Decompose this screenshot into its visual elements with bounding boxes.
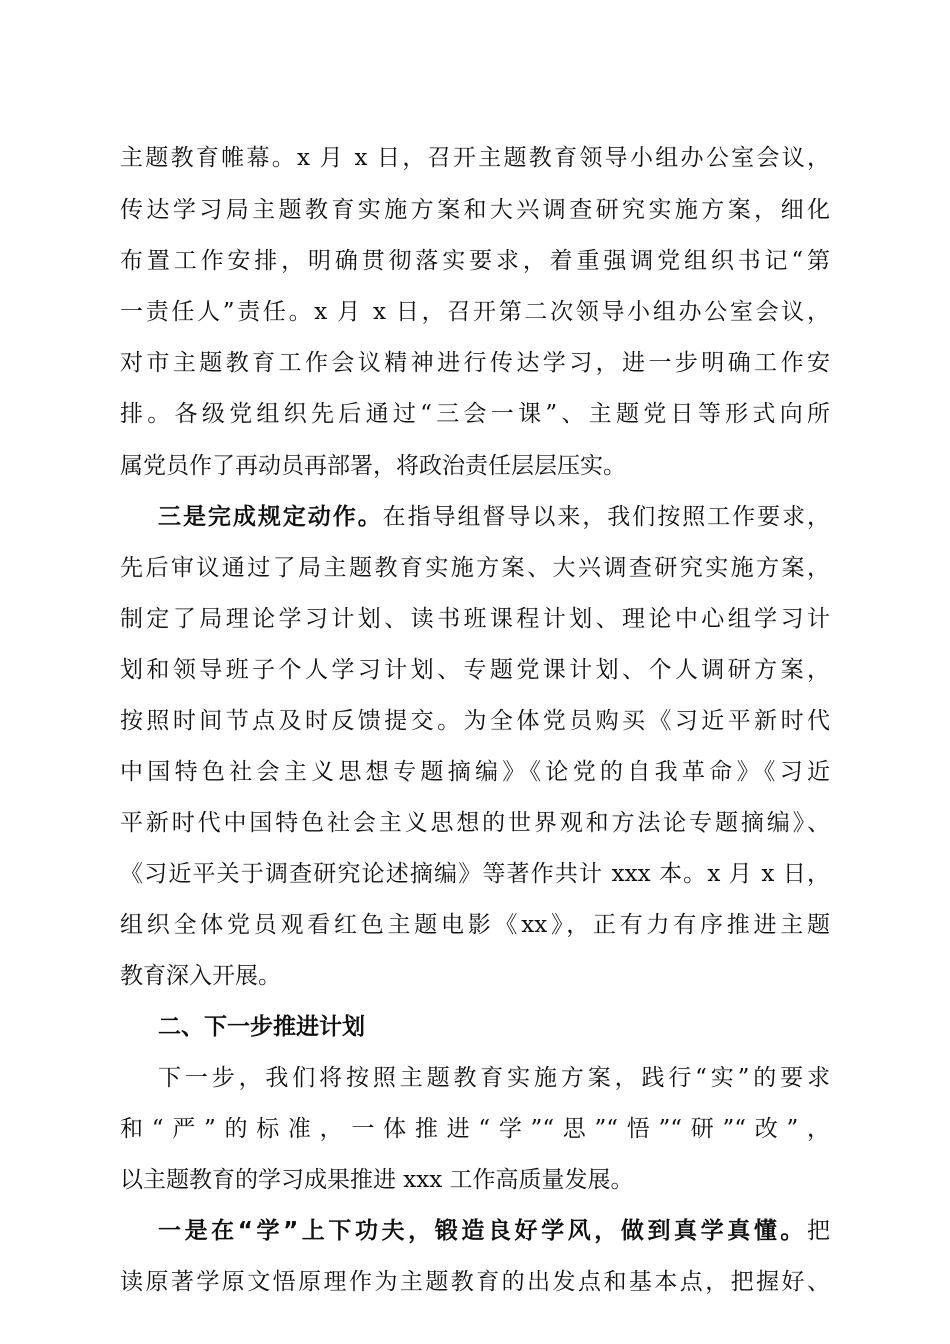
paragraph-line: 一责任人”责任。x 月 x 日，召开第二次领导小组办公室会议， bbox=[120, 299, 830, 325]
paragraph-line-with-lead bbox=[158, 1211, 830, 1251]
paragraph-lead-bold: 三是完成规定动作。 bbox=[158, 504, 383, 530]
paragraph-line-with-lead bbox=[158, 497, 830, 537]
paragraph-line: 下一步，我们将按照主题教育实施方案，践行“实”的要求 bbox=[158, 1065, 830, 1091]
paragraph-text: 把 bbox=[807, 1218, 830, 1244]
paragraph-text: 在指导组督导以来，我们按照工作要求， bbox=[382, 504, 831, 530]
paragraph-line: 属党员作了再动员再部署，将政治责任层层压实。 bbox=[120, 453, 626, 479]
section-heading: 二、下一步推进计划 bbox=[158, 1014, 365, 1040]
paragraph-line: 平新时代中国特色社会主义思想的世界观和方法论专题摘编》、 bbox=[120, 810, 830, 836]
paragraph-line: 先后审议通过了局主题教育实施方案、大兴调查研究实施方案， bbox=[120, 555, 830, 581]
paragraph-line: 对市主题教育工作会议精神进行传达学习，进一步明确工作安 bbox=[120, 350, 830, 376]
paragraph-line: 《习近平关于调查研究论述摘编》等著作共计 xxx 本。x 月 x 日， bbox=[120, 861, 830, 887]
paragraph-line: 按照时间节点及时反馈提交。为全体党员购买《习近平新时代 bbox=[120, 708, 830, 734]
paragraph-line: 制定了局理论学习计划、读书班课程计划、理论中心组学习计 bbox=[120, 606, 830, 632]
paragraph-line: 主题教育帷幕。x 月 x 日，召开主题教育领导小组办公室会议， bbox=[120, 145, 830, 171]
paragraph-line: 布置工作安排，明确贯彻落实要求，着重强调党组织书记“第 bbox=[120, 248, 830, 274]
paragraph-line: 排。各级党组织先后通过“三会一课”、主题党日等形式向所 bbox=[120, 401, 830, 427]
paragraph-line: 教育深入开展。 bbox=[120, 963, 281, 989]
paragraph-line: 中国特色社会主义思想专题摘编》《论党的自我革命》《习近 bbox=[120, 759, 830, 785]
paragraph-line: 读原著学原文悟原理作为主题教育的出发点和基本点，把握好、 bbox=[120, 1269, 830, 1295]
paragraph-line: 和“严”的标准，一体推进“学”“思”“悟”“研”“改”， bbox=[120, 1116, 830, 1142]
paragraph-line: 组织全体党员观看红色主题电影《xx》，正有力有序推进主题 bbox=[120, 912, 830, 938]
paragraph-line: 划和领导班子个人学习计划、专题党课计划、个人调研方案， bbox=[120, 657, 830, 683]
paragraph-lead-bold: 一是在“学”上下功夫，锻造良好学风，做到真学真懂。 bbox=[158, 1218, 807, 1244]
paragraph-line: 以主题教育的学习成果推进 xxx 工作高质量发展。 bbox=[120, 1167, 634, 1193]
paragraph-line: 传达学习局主题教育实施方案和大兴调查研究实施方案，细化 bbox=[120, 197, 830, 223]
